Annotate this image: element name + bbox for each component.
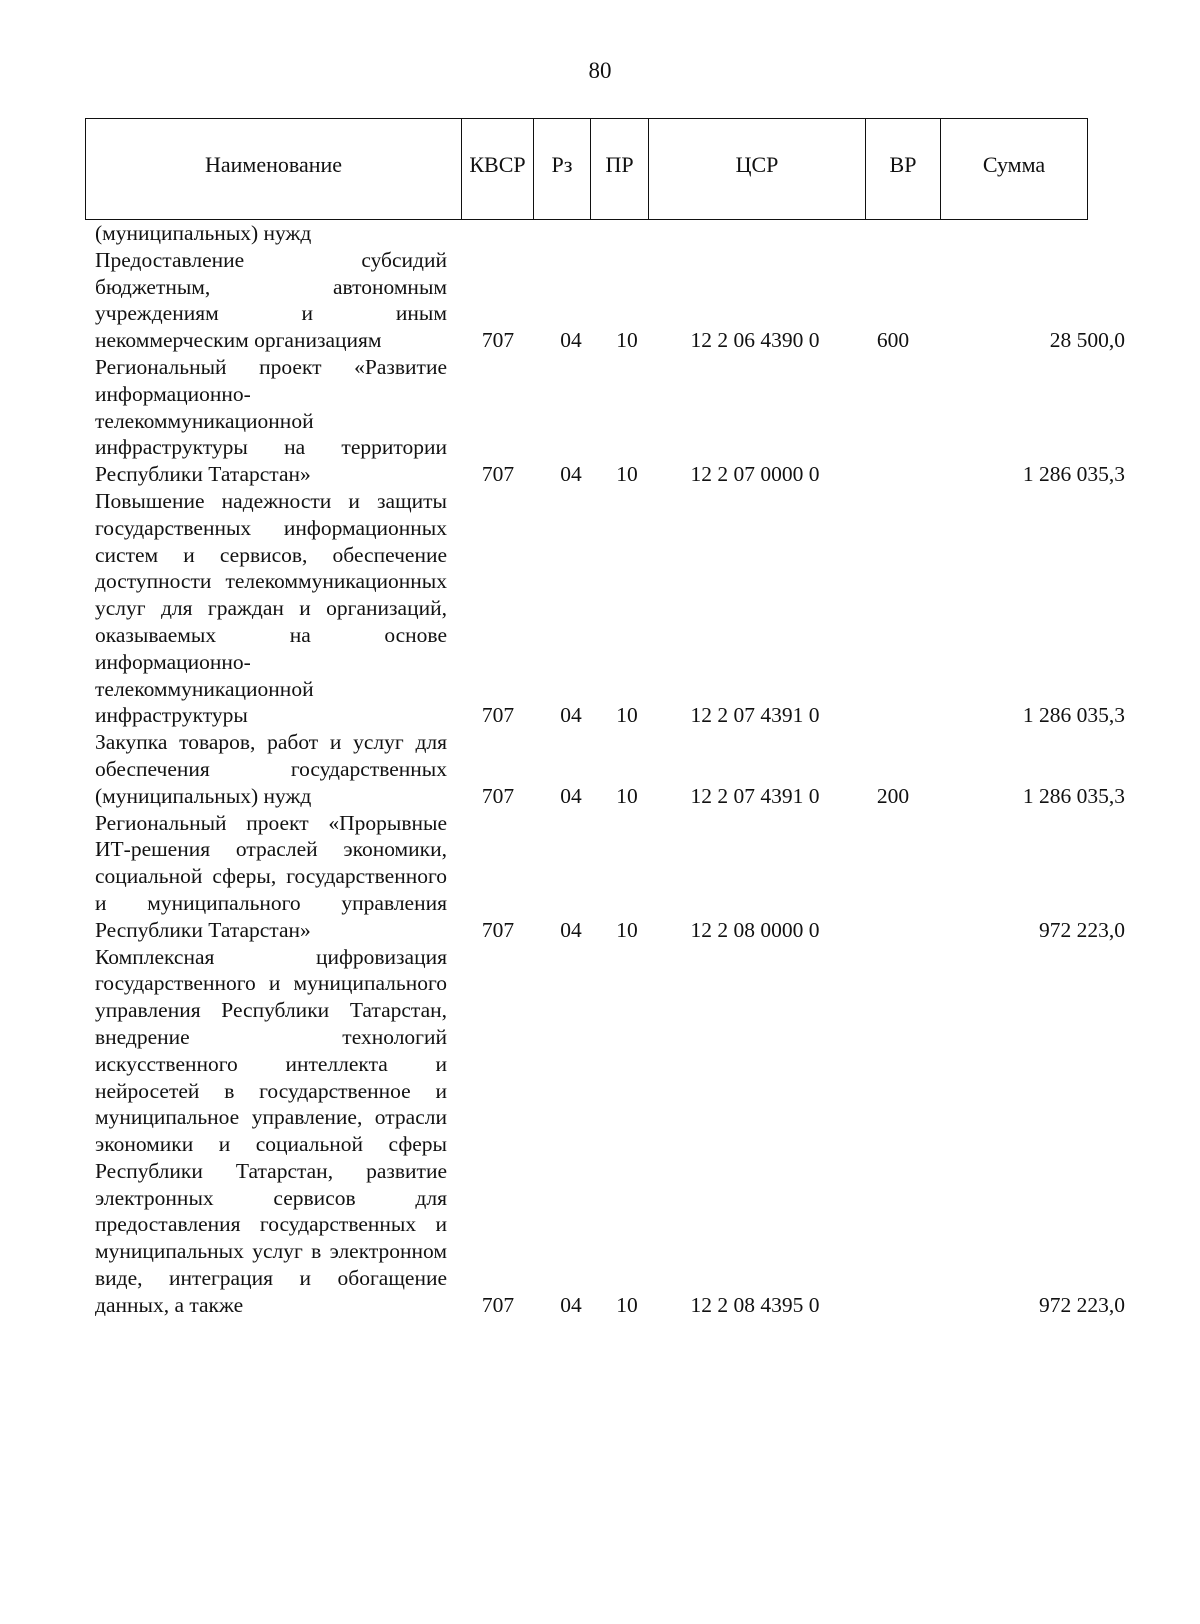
table-body bbox=[0, 220, 1200, 1319]
row-pr: 10 bbox=[616, 703, 638, 728]
row-rz: 04 bbox=[560, 1292, 582, 1317]
header-name: Наименование bbox=[86, 119, 462, 219]
row-csr: 12 2 06 4390 0 bbox=[690, 328, 820, 353]
row-rz: 04 bbox=[560, 783, 582, 808]
row-kvsr: 707 bbox=[481, 1292, 515, 1317]
row-sum: 1 286 035,3 bbox=[1022, 783, 1125, 808]
row-name: Повышение надежности и защиты государственных информационных систем и сервисов, обеспечение доступности телекоммуникационных услуг для граждан и организаций, оказываемых на основе информационно-телекоммуникационной инфраструктуры bbox=[95, 488, 447, 728]
header-sum: Сумма bbox=[982, 152, 1046, 177]
row-csr: 12 2 07 4391 0 bbox=[690, 703, 820, 728]
row-kvsr: 707 bbox=[481, 917, 515, 942]
row-values bbox=[0, 1292, 1200, 1319]
header-kvsr: КВСР bbox=[462, 119, 534, 219]
row-sum: 972 223,0 bbox=[1039, 917, 1125, 942]
row-pr: 10 bbox=[616, 783, 638, 808]
row-values bbox=[0, 702, 1200, 729]
table-row bbox=[0, 220, 1200, 247]
row-name: Предоставление субсидий бюджетным, автономным учреждениям и иным некоммерческим организациям bbox=[95, 247, 447, 353]
row-csr: 12 2 07 0000 0 bbox=[690, 462, 820, 487]
row-pr: 10 bbox=[616, 1292, 638, 1317]
row-vr: 600 bbox=[876, 328, 910, 353]
row-values bbox=[0, 220, 1200, 247]
row-name: Региональный проект «Прорывные ИТ-решения отраслей экономики, социальной сферы, государственного и муниципального управления Республики Татарстан» bbox=[95, 810, 447, 942]
row-name: Закупка товаров, работ и услуг для обеспечения государственных (муниципальных) нужд bbox=[95, 730, 447, 808]
row-csr: 12 2 08 4395 0 bbox=[690, 1292, 820, 1317]
table-row bbox=[0, 810, 1200, 944]
table-row bbox=[0, 247, 1200, 354]
row-name: Комплексная цифровизация государственного и муниципального управления Республики Татарстан, внедрение технологий искусственного интеллекта и нейросетей в государственное и муниципальное управление, отрасли экономики и социальной сферы Республики Татарстан, развитие электронных сервисов для предоставления государственных и муниципальных услуг в электронном виде, интеграция и обогащение данных, а также bbox=[95, 944, 447, 1317]
row-values bbox=[0, 461, 1200, 488]
row-sum: 1 286 035,3 bbox=[1022, 462, 1125, 487]
row-rz: 04 bbox=[560, 462, 582, 487]
row-sum: 972 223,0 bbox=[1039, 1292, 1125, 1317]
row-rz: 04 bbox=[560, 703, 582, 728]
row-values bbox=[0, 917, 1200, 944]
header-vr: ВР bbox=[866, 119, 941, 219]
table-row bbox=[0, 944, 1200, 1319]
row-vr: 200 bbox=[876, 783, 910, 808]
table-header bbox=[85, 118, 1088, 220]
row-kvsr: 707 bbox=[481, 783, 515, 808]
row-pr: 10 bbox=[616, 328, 638, 353]
row-name: Региональный проект «Развитие информационно-телекоммуникационной инфраструктуры на территории Республики Татарстан» bbox=[95, 354, 447, 487]
row-sum: 1 286 035,3 bbox=[1022, 703, 1125, 728]
table-row bbox=[0, 729, 1200, 809]
row-sum: 28 500,0 bbox=[1049, 328, 1125, 353]
row-kvsr: 707 bbox=[481, 703, 515, 728]
table-row bbox=[0, 488, 1200, 729]
row-csr: 12 2 08 0000 0 bbox=[690, 917, 820, 942]
row-name: (муниципальных) нужд bbox=[95, 221, 312, 245]
page-number: 80 bbox=[588, 58, 612, 83]
row-csr: 12 2 07 4391 0 bbox=[690, 783, 820, 808]
row-pr: 10 bbox=[616, 462, 638, 487]
row-kvsr: 707 bbox=[481, 328, 515, 353]
row-pr: 10 bbox=[616, 917, 638, 942]
header-csr: ЦСР bbox=[649, 119, 866, 219]
row-rz: 04 bbox=[560, 328, 582, 353]
row-values bbox=[0, 783, 1200, 810]
row-values bbox=[0, 327, 1200, 354]
table-row bbox=[0, 354, 1200, 488]
row-kvsr: 707 bbox=[481, 462, 515, 487]
header-pr: ПР bbox=[591, 119, 649, 219]
header-rz: Рз bbox=[534, 119, 591, 219]
row-rz: 04 bbox=[560, 917, 582, 942]
